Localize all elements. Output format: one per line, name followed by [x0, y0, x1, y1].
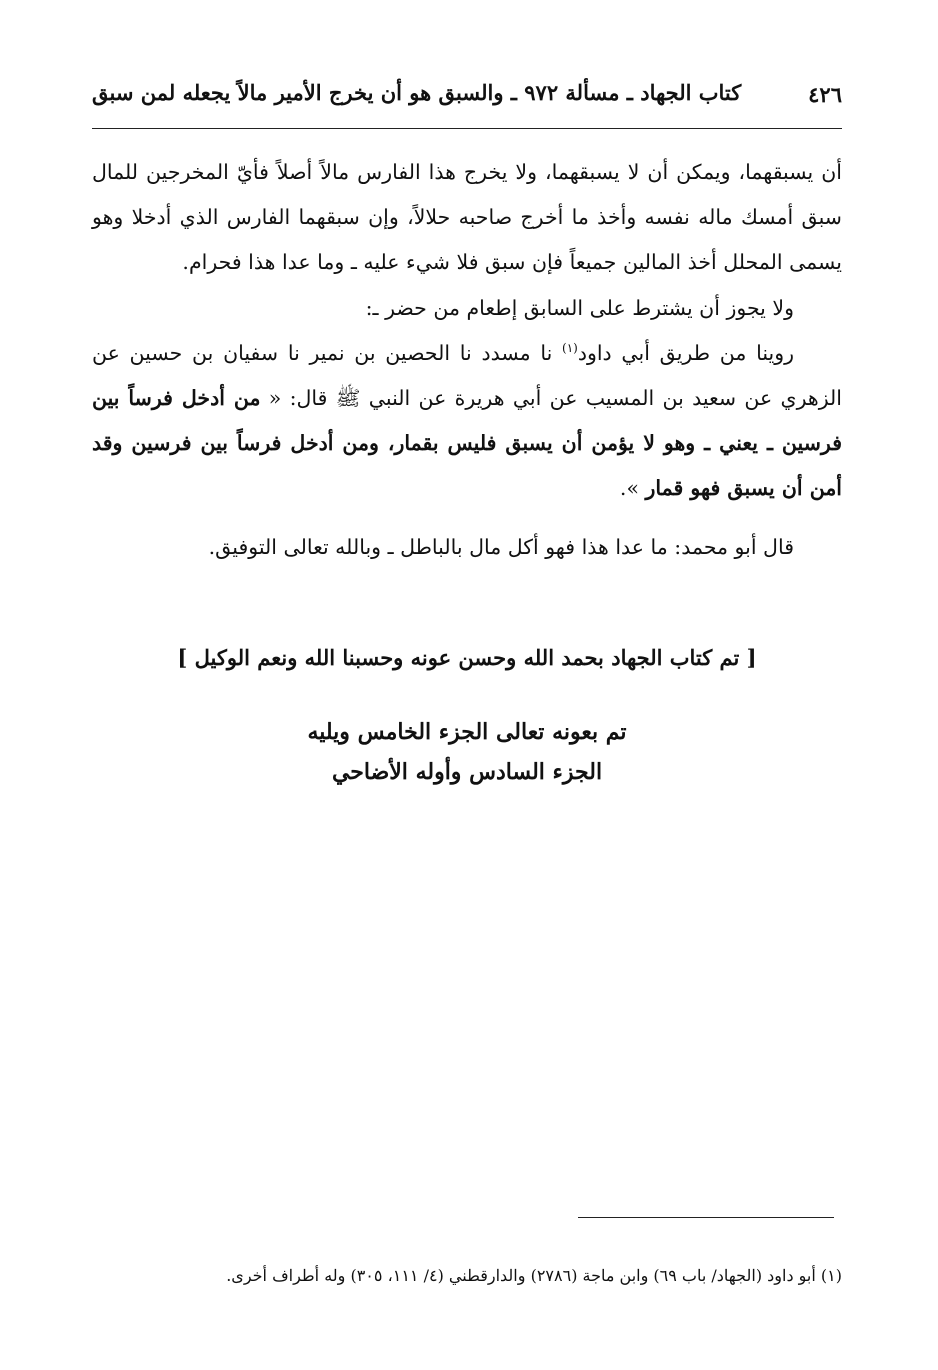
book-end-note: [ تم كتاب الجهاد بحمد الله وحسن عونه وحسبنا الله ونعم الوكيل ] — [177, 645, 757, 670]
paragraph-2: ولا يجوز أن يشترط على السابق إطعام من حضر ـ: — [365, 296, 794, 320]
hadith-end: ». — [619, 476, 646, 500]
hadith-chain: نا مسدد نا الحصين بن نمير نا سفيان بن حسين عن الزهري عن سعيد بن المسيب عن أبي هريرة عن النبي ﷺ قال: « — [92, 341, 842, 410]
page-number: ٤٢٦ — [808, 82, 842, 107]
footnote-1: (١) أبو داود (الجهاد/ باب ٦٩) وابن ماجة (٢٧٨٦) والدارقطني (٤/ ١١١، ٣٠٥) وله أطراف أخرى. — [226, 1266, 842, 1285]
volume-end-line-2: الجزء السادس وأوله الأضاحي — [331, 759, 603, 785]
hadith-intro: روينا من طريق أبي داود — [577, 341, 795, 365]
page-header — [92, 78, 842, 112]
footnote-divider — [578, 1217, 834, 1218]
footnote-reference[interactable]: (١) — [562, 341, 578, 356]
paragraph-1: أن يسبقهما، ويمكن أن لا يسبقهما، ولا يخرج هذا الفارس مالاً أصلاً فأيّ المخرجين للمال سبق أمسك ماله نفسه وأخذ ما أخرج صاحبه حلالاً، وإن سبقهما الفارس الذي أدخلا وهو يسمى المحلل أخذ المالين جميعاً فإن سبق فلا شيء عليه ـ وما عدا هذا فحرام. — [92, 160, 842, 274]
paragraph-4: قال أبو محمد: ما عدا هذا فهو أكل مال بالباطل ـ وبالله تعالى التوفيق. — [208, 535, 794, 559]
volume-end-note — [92, 712, 842, 792]
header-divider — [92, 128, 842, 129]
paragraph-3 — [92, 331, 842, 511]
volume-end-line-1: تم بعونه تعالى الجزء الخامس ويليه — [307, 719, 627, 745]
running-title: كتاب الجهاد ـ مسألة ٩٧٢ ـ والسبق هو أن يخرج الأمير مالاً يجعله لمن سبق — [92, 80, 742, 105]
main-text — [92, 150, 842, 570]
hadith-text: من أدخل فرساً بين فرسين ـ يعني ـ وهو لا يؤمن أن يسبق فليس بقمار، ومن أدخل فرساً بين فرسين وقد أمن أن يسبق فهو قمار — [92, 386, 842, 500]
